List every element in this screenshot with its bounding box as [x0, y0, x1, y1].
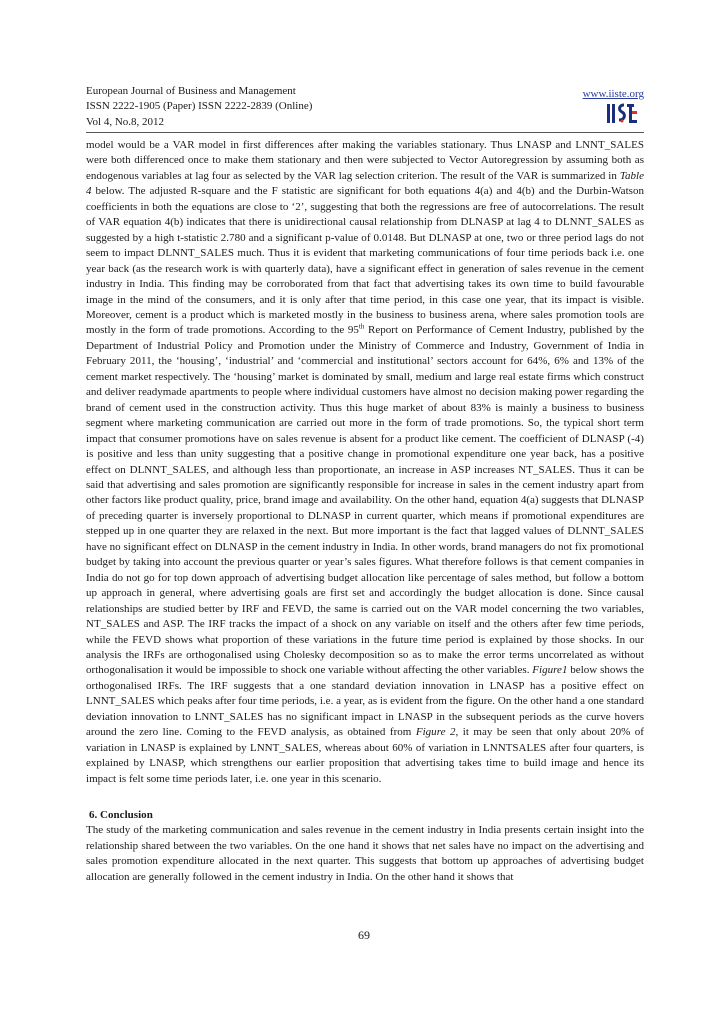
iiste-logo-icon — [606, 101, 638, 125]
article-body — [86, 138, 644, 885]
website-link[interactable]: www.iiste.org — [582, 88, 644, 100]
text-run: Report on Performance of Cement Industry, published by the Department of Industrial Policy and Promotion under the Ministry of Commerce and Industry, Government of India in February 2011, the ‘housing’, ‘industrial’ and ‘commercial and institutional’ sectors account for 64%, 6% and 13% of the cement market respectively. The ‘housing’ market is dominated by small, medium and large real estate firms which construct and deliver readymade apartments to people where individual customers have almost no decision making power regarding the brand of cement used in the construction activity. Thus this huge market of about 83% is mainly a business to business segment where marketing communication are carried out more in the form of trade promotions. So, the typical short term impact that consumer promotions have on sales revenue is absent for a product like cement. The coefficient of DLNASP (-4) is positive and less than unity suggesting that a positive change in promotional expenditure one year back, has a positive effect on DLNNT_SALES, and although less than proportionate, an increase in ASP increases NT_SALES. Thus it can be said that advertising and sales promotion are significantly responsible for increase in sales in the cement industry apart from other factors like product quality, price, brand image and availability. On the other hand, equation 4(a) suggests that DLNASP of preceding quarter is inversely proportional to DLNASP in current quarter, which means if promotional expenditures are stepped up in one quarter they are relaxed in the next. But more important is the fact that lagged values of DLNNT_SALES have no significant effect on DLNASP in the cement industry in India. In other words, brand managers do not fix promotional budget by taking into account the previous quarter or year’s sales figures. What therefore follows is that cement companies in India do not go for top down approach of advertising budget allocation like percentage of sales method, but follow a bottom up approach in general, where advertising goals are first set and accordingly the budget allocation is done. Since causal relationships are studied better by IRF and FEVD, the same is carried out on the VAR model concerning the two variables, NT_SALES and ASP. The IRF tracks the impact of a shock on any variable on itself and the others after few time periods, while the FEVD shows what proportion of these variations in the future time period is explained by those shocks. In our analysis the IRFs are orthogonalised using Cholesky decomposition so as to make the error terms uncorrelated as without orthogonalisation it would be impossible to shock one variable without affecting the other variables. — [86, 324, 644, 677]
table-reference: Table 4 — [86, 169, 644, 198]
page-header — [86, 84, 644, 130]
journal-title: European Journal of Business and Management — [86, 85, 296, 97]
header-right — [583, 84, 644, 102]
journal-info — [86, 84, 312, 130]
text-run: below shows the orthogonalised IRFs. The IRF suggests that a one standard deviation innovation in LNASP has a positive effect on LNNT_SALES which peaks after four time periods, i.e. a year, as is evident from the figure. On the other hand a one standard deviation innovation to LNNT_SALES has no significant impact in LNASP in the subsequent periods as the curve hovers around the zero line. Coming to the FEVD analysis, as obtained from — [86, 664, 644, 739]
body-paragraph — [86, 138, 644, 787]
issn-line: ISSN 2222-1905 (Paper) ISSN 2222-2839 (Online) — [86, 100, 313, 113]
volume-line: Vol 4, No.8, 2012 — [86, 115, 165, 128]
text-run: model would be a VAR model in first differences after making the variables stationary. Thus LNASP and LNNT_SALES were both differenced once to make them stationary and then were subjected to Vector Autoregression by assuming both as endogenous variables at lag four as selected by the VAR lag selection criterion. The result of the VAR is summarized in — [86, 139, 644, 182]
header-divider — [86, 132, 644, 133]
conclusion-paragraph: The study of the marketing communication and sales revenue in the cement industry in India presents certain insight into the relationship shared between the two variables. On the one hand it shows that net sales have no impact on the advertising and sales promotion expenditure allocated in the next quarter. This suggests that bottom up approaches of advertising budget allocation are generally followed in the cement industry in India. On the other hand it shows that — [86, 824, 644, 883]
text-run: below. The adjusted R-square and the F statistic are significant for both equations 4(a) and 4(b) and the Durbin-Watson coefficients in both the equations are close to ‘2’, suggesting that both the regressions are free of autocorrelations. The result of VAR equation 4(b) indicates that there is unidirectional causal relationship from DLNASP at lag 4 to DLNNT_SALES as suggested by a high t-statistic 2.780 and a significant p-value of 0.0148. But DLNASP at one, two or three period lags do not seem to impact DLNNT_SALES much. Thus it is evident that marketing communications of four time periods back i.e. one year back (as the research work is with quarterly data), have a significant effect in generation of sales revenue in the cement industry in India. This finding may be corroborated from that fact that advertising takes its own time to build favourable image in the mind of the consumers, and it is only after that time period, in this case one year, that its impact is visible. Moreover, cement is a product which is marketed mostly in the business to business arena, where sales promotion tools are mostly in the form of trade promotions. According to the 95 — [86, 185, 644, 337]
superscript: th — [358, 322, 365, 331]
page-number: 69 — [358, 928, 370, 942]
figure-reference: Figure1 — [532, 664, 568, 677]
figure-reference: Figure 2 — [415, 726, 456, 739]
text-run: , it may be seen that only about 20% of variation in LNASP is explained by LNNT_SALES, whereas about 60% of variation in LNNTSALES after four quarters, is explained by LNASP, which strengthens our earlier proposition that advertising takes time to build image and hence its impact is felt some time periods later, i.e. one year in this scenario. — [86, 726, 644, 785]
section-heading: 6. Conclusion — [89, 809, 153, 822]
